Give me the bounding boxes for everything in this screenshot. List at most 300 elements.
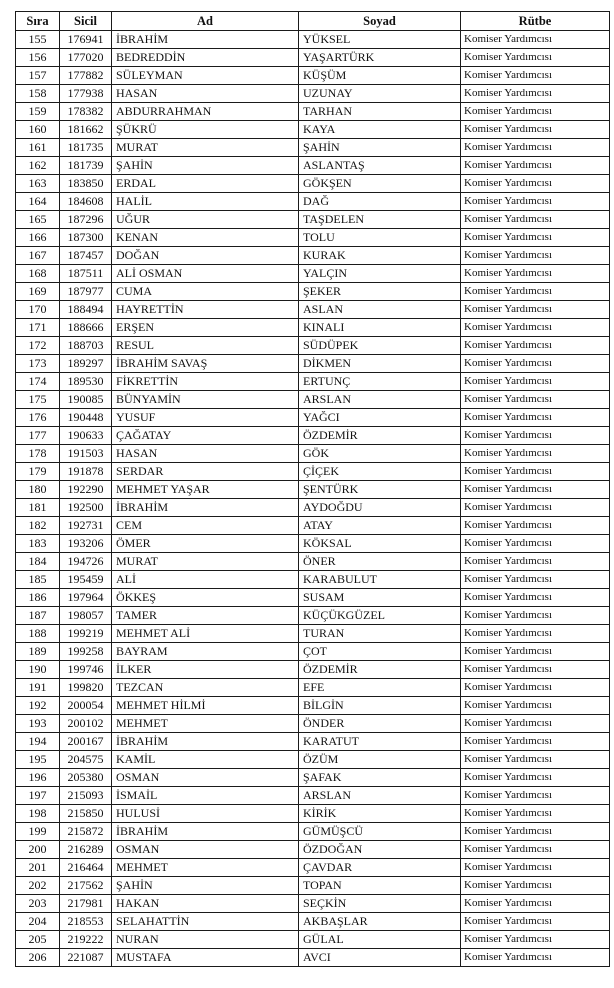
sicil-cell: 200054 [60,697,112,715]
soyad-cell: ÖNDER [299,715,461,733]
soyad-cell: ÇİÇEK [299,463,461,481]
ad-cell: HASAN [112,445,299,463]
rutbe-cell: Komiser Yardımcısı [461,355,610,373]
sira-cell: 181 [16,499,60,517]
soyad-cell: AVCI [299,949,461,967]
ad-cell: İBRAHİM [112,31,299,49]
rutbe-cell: Komiser Yardımcısı [461,787,610,805]
sira-cell: 199 [16,823,60,841]
sira-cell: 205 [16,931,60,949]
sicil-cell: 216464 [60,859,112,877]
sicil-cell: 219222 [60,931,112,949]
rutbe-cell: Komiser Yardımcısı [461,697,610,715]
sira-cell: 193 [16,715,60,733]
table-row [16,373,610,391]
table-row [16,751,610,769]
table-row [16,481,610,499]
table-row [16,283,610,301]
table-row [16,571,610,589]
sira-cell: 175 [16,391,60,409]
sira-cell: 158 [16,85,60,103]
rutbe-cell: Komiser Yardımcısı [461,679,610,697]
table-row [16,859,610,877]
rutbe-cell: Komiser Yardımcısı [461,265,610,283]
sicil-cell: 187296 [60,211,112,229]
soyad-cell: KAYA [299,121,461,139]
sicil-cell: 191503 [60,445,112,463]
soyad-cell: SEÇKİN [299,895,461,913]
sicil-cell: 198057 [60,607,112,625]
sicil-cell: 221087 [60,949,112,967]
sira-cell: 169 [16,283,60,301]
table-row [16,211,610,229]
sicil-cell: 181662 [60,121,112,139]
document-page [15,11,609,967]
table-row [16,769,610,787]
rutbe-cell: Komiser Yardımcısı [461,877,610,895]
rutbe-cell: Komiser Yardımcısı [461,283,610,301]
soyad-cell: YÜKSEL [299,31,461,49]
rutbe-cell: Komiser Yardımcısı [461,625,610,643]
sira-cell: 204 [16,913,60,931]
soyad-cell: BİLGİN [299,697,461,715]
ad-cell: ÖKKEŞ [112,589,299,607]
table-row [16,535,610,553]
rutbe-cell: Komiser Yardımcısı [461,913,610,931]
ad-cell: FİKRETTİN [112,373,299,391]
soyad-cell: ŞENTÜRK [299,481,461,499]
sira-cell: 195 [16,751,60,769]
ad-cell: İSMAİL [112,787,299,805]
sicil-cell: 188666 [60,319,112,337]
sicil-cell: 184608 [60,193,112,211]
rutbe-cell: Komiser Yardımcısı [461,67,610,85]
ad-cell: MEHMET HİLMİ [112,697,299,715]
sicil-cell: 194726 [60,553,112,571]
soyad-cell: ÇAVDAR [299,859,461,877]
sira-cell: 183 [16,535,60,553]
soyad-cell: ASLANTAŞ [299,157,461,175]
sira-cell: 186 [16,589,60,607]
rutbe-cell: Komiser Yardımcısı [461,553,610,571]
sicil-cell: 199746 [60,661,112,679]
rutbe-cell: Komiser Yardımcısı [461,193,610,211]
sicil-cell: 215872 [60,823,112,841]
header-sira: Sıra [16,12,60,31]
rutbe-cell: Komiser Yardımcısı [461,769,610,787]
rutbe-cell: Komiser Yardımcısı [461,175,610,193]
sicil-cell: 195459 [60,571,112,589]
ad-cell: İBRAHİM [112,499,299,517]
table-body [16,31,610,967]
ad-cell: İLKER [112,661,299,679]
soyad-cell: ŞEKER [299,283,461,301]
sira-cell: 159 [16,103,60,121]
rutbe-cell: Komiser Yardımcısı [461,409,610,427]
table-row [16,103,610,121]
rutbe-cell: Komiser Yardımcısı [461,661,610,679]
table-row [16,445,610,463]
sira-cell: 171 [16,319,60,337]
sira-cell: 187 [16,607,60,625]
soyad-cell: ATAY [299,517,461,535]
sira-cell: 170 [16,301,60,319]
table-row [16,319,610,337]
sicil-cell: 192500 [60,499,112,517]
table-row [16,607,610,625]
table-row [16,301,610,319]
sira-cell: 180 [16,481,60,499]
sira-cell: 157 [16,67,60,85]
table-row [16,679,610,697]
table-row [16,31,610,49]
sicil-cell: 193206 [60,535,112,553]
soyad-cell: AKBAŞLAR [299,913,461,931]
sicil-cell: 190448 [60,409,112,427]
ad-cell: ÇAĞATAY [112,427,299,445]
rutbe-cell: Komiser Yardımcısı [461,49,610,67]
sicil-cell: 192731 [60,517,112,535]
ad-cell: UĞUR [112,211,299,229]
soyad-cell: GÜLAL [299,931,461,949]
sira-cell: 182 [16,517,60,535]
sicil-cell: 177882 [60,67,112,85]
rutbe-cell: Komiser Yardımcısı [461,373,610,391]
table-row [16,715,610,733]
sira-cell: 200 [16,841,60,859]
ad-cell: ŞAHİN [112,877,299,895]
header-rutbe: Rütbe [461,12,610,31]
rutbe-cell: Komiser Yardımcısı [461,319,610,337]
sicil-cell: 216289 [60,841,112,859]
soyad-cell: EFE [299,679,461,697]
ad-cell: ABDURRAHMAN [112,103,299,121]
table-row [16,175,610,193]
ad-cell: DOĞAN [112,247,299,265]
sira-cell: 188 [16,625,60,643]
table-row [16,265,610,283]
rutbe-cell: Komiser Yardımcısı [461,643,610,661]
table-row [16,949,610,967]
sicil-cell: 187511 [60,265,112,283]
rutbe-cell: Komiser Yardımcısı [461,895,610,913]
sira-cell: 203 [16,895,60,913]
rutbe-cell: Komiser Yardımcısı [461,823,610,841]
sira-cell: 192 [16,697,60,715]
ad-cell: RESUL [112,337,299,355]
ad-cell: HASAN [112,85,299,103]
sicil-cell: 181739 [60,157,112,175]
soyad-cell: YAŞARTÜRK [299,49,461,67]
sicil-cell: 187977 [60,283,112,301]
ad-cell: MEHMET YAŞAR [112,481,299,499]
sira-cell: 165 [16,211,60,229]
sicil-cell: 189530 [60,373,112,391]
ad-cell: İBRAHİM [112,823,299,841]
rutbe-cell: Komiser Yardımcısı [461,589,610,607]
table-row [16,49,610,67]
ad-cell: BEDREDDİN [112,49,299,67]
rutbe-cell: Komiser Yardımcısı [461,121,610,139]
table-row [16,247,610,265]
table-row [16,805,610,823]
rutbe-cell: Komiser Yardımcısı [461,157,610,175]
sira-cell: 155 [16,31,60,49]
ad-cell: HAKAN [112,895,299,913]
soyad-cell: ARSLAN [299,787,461,805]
sicil-cell: 200102 [60,715,112,733]
sicil-cell: 177020 [60,49,112,67]
table-row [16,643,610,661]
soyad-cell: KARABULUT [299,571,461,589]
soyad-cell: SUSAM [299,589,461,607]
sira-cell: 202 [16,877,60,895]
sira-cell: 164 [16,193,60,211]
table-header-row [16,12,610,31]
soyad-cell: KÖKSAL [299,535,461,553]
sira-cell: 190 [16,661,60,679]
ad-cell: MEHMET [112,859,299,877]
sira-cell: 197 [16,787,60,805]
sira-cell: 174 [16,373,60,391]
rutbe-cell: Komiser Yardımcısı [461,499,610,517]
rutbe-cell: Komiser Yardımcısı [461,481,610,499]
table-row [16,499,610,517]
rutbe-cell: Komiser Yardımcısı [461,463,610,481]
soyad-cell: TAŞDELEN [299,211,461,229]
sira-cell: 178 [16,445,60,463]
ad-cell: ALİ [112,571,299,589]
soyad-cell: KARATUT [299,733,461,751]
table-row [16,553,610,571]
soyad-cell: ÖZDOĞAN [299,841,461,859]
sira-cell: 185 [16,571,60,589]
ad-cell: ŞÜKRÜ [112,121,299,139]
soyad-cell: ÇOT [299,643,461,661]
ad-cell: OSMAN [112,769,299,787]
sicil-cell: 204575 [60,751,112,769]
sicil-cell: 205380 [60,769,112,787]
sicil-cell: 192290 [60,481,112,499]
ad-cell: HAYRETTİN [112,301,299,319]
rutbe-cell: Komiser Yardımcısı [461,931,610,949]
ad-cell: ÖMER [112,535,299,553]
soyad-cell: DİKMEN [299,355,461,373]
personnel-table [15,11,610,967]
header-sicil: Sicil [60,12,112,31]
rutbe-cell: Komiser Yardımcısı [461,535,610,553]
soyad-cell: GÜMÜŞCÜ [299,823,461,841]
sicil-cell: 199258 [60,643,112,661]
sicil-cell: 187300 [60,229,112,247]
rutbe-cell: Komiser Yardımcısı [461,715,610,733]
soyad-cell: KÜŞÜM [299,67,461,85]
sicil-cell: 189297 [60,355,112,373]
sicil-cell: 199820 [60,679,112,697]
soyad-cell: TOLU [299,229,461,247]
ad-cell: KENAN [112,229,299,247]
table-row [16,517,610,535]
sicil-cell: 190633 [60,427,112,445]
table-row [16,157,610,175]
sicil-cell: 176941 [60,31,112,49]
soyad-cell: KÜÇÜKGÜZEL [299,607,461,625]
ad-cell: TAMER [112,607,299,625]
ad-cell: ERDAL [112,175,299,193]
sira-cell: 184 [16,553,60,571]
rutbe-cell: Komiser Yardımcısı [461,859,610,877]
header-soyad: Soyad [299,12,461,31]
sicil-cell: 200167 [60,733,112,751]
ad-cell: MEHMET ALİ [112,625,299,643]
table-row [16,193,610,211]
sira-cell: 177 [16,427,60,445]
rutbe-cell: Komiser Yardımcısı [461,841,610,859]
table-row [16,409,610,427]
sicil-cell: 191878 [60,463,112,481]
rutbe-cell: Komiser Yardımcısı [461,445,610,463]
sicil-cell: 188703 [60,337,112,355]
table-row [16,913,610,931]
soyad-cell: KINALI [299,319,461,337]
soyad-cell: KİRİK [299,805,461,823]
soyad-cell: GÖKŞEN [299,175,461,193]
rutbe-cell: Komiser Yardımcısı [461,103,610,121]
table-row [16,823,610,841]
table-row [16,733,610,751]
table-row [16,337,610,355]
sicil-cell: 199219 [60,625,112,643]
soyad-cell: ÖNER [299,553,461,571]
soyad-cell: SÜDÜPEK [299,337,461,355]
table-row [16,877,610,895]
soyad-cell: KURAK [299,247,461,265]
ad-cell: SERDAR [112,463,299,481]
ad-cell: BAYRAM [112,643,299,661]
rutbe-cell: Komiser Yardımcısı [461,139,610,157]
sicil-cell: 217981 [60,895,112,913]
sira-cell: 162 [16,157,60,175]
soyad-cell: YALÇIN [299,265,461,283]
rutbe-cell: Komiser Yardımcısı [461,391,610,409]
ad-cell: YUSUF [112,409,299,427]
rutbe-cell: Komiser Yardımcısı [461,301,610,319]
ad-cell: MURAT [112,553,299,571]
ad-cell: NURAN [112,931,299,949]
rutbe-cell: Komiser Yardımcısı [461,751,610,769]
rutbe-cell: Komiser Yardımcısı [461,85,610,103]
ad-cell: MURAT [112,139,299,157]
soyad-cell: ARSLAN [299,391,461,409]
rutbe-cell: Komiser Yardımcısı [461,247,610,265]
soyad-cell: AYDOĞDU [299,499,461,517]
ad-cell: ERŞEN [112,319,299,337]
ad-cell: KAMİL [112,751,299,769]
soyad-cell: ŞAHİN [299,139,461,157]
sira-cell: 168 [16,265,60,283]
sira-cell: 173 [16,355,60,373]
header-ad: Ad [112,12,299,31]
ad-cell: İBRAHİM SAVAŞ [112,355,299,373]
sicil-cell: 178382 [60,103,112,121]
table-row [16,697,610,715]
ad-cell: HULUSİ [112,805,299,823]
soyad-cell: TARHAN [299,103,461,121]
ad-cell: ŞAHİN [112,157,299,175]
soyad-cell: ASLAN [299,301,461,319]
rutbe-cell: Komiser Yardımcısı [461,517,610,535]
sira-cell: 196 [16,769,60,787]
soyad-cell: ÖZDEMİR [299,427,461,445]
sicil-cell: 177938 [60,85,112,103]
soyad-cell: ERTUNÇ [299,373,461,391]
table-row [16,787,610,805]
sira-cell: 194 [16,733,60,751]
rutbe-cell: Komiser Yardımcısı [461,571,610,589]
soyad-cell: ŞAFAK [299,769,461,787]
soyad-cell: ÖZDEMİR [299,661,461,679]
ad-cell: HALİL [112,193,299,211]
table-row [16,589,610,607]
sicil-cell: 181735 [60,139,112,157]
table-row [16,427,610,445]
sira-cell: 201 [16,859,60,877]
ad-cell: ALİ OSMAN [112,265,299,283]
sira-cell: 163 [16,175,60,193]
table-row [16,355,610,373]
rutbe-cell: Komiser Yardımcısı [461,31,610,49]
sicil-cell: 215093 [60,787,112,805]
sicil-cell: 183850 [60,175,112,193]
sira-cell: 198 [16,805,60,823]
ad-cell: OSMAN [112,841,299,859]
sicil-cell: 218553 [60,913,112,931]
rutbe-cell: Komiser Yardımcısı [461,733,610,751]
rutbe-cell: Komiser Yardımcısı [461,949,610,967]
ad-cell: CEM [112,517,299,535]
sira-cell: 206 [16,949,60,967]
sira-cell: 189 [16,643,60,661]
rutbe-cell: Komiser Yardımcısı [461,607,610,625]
soyad-cell: TURAN [299,625,461,643]
ad-cell: CUMA [112,283,299,301]
ad-cell: TEZCAN [112,679,299,697]
ad-cell: MUSTAFA [112,949,299,967]
ad-cell: BÜNYAMİN [112,391,299,409]
rutbe-cell: Komiser Yardımcısı [461,211,610,229]
ad-cell: MEHMET [112,715,299,733]
table-row [16,625,610,643]
soyad-cell: YAĞCI [299,409,461,427]
sicil-cell: 217562 [60,877,112,895]
ad-cell: İBRAHİM [112,733,299,751]
sicil-cell: 187457 [60,247,112,265]
ad-cell: SÜLEYMAN [112,67,299,85]
table-row [16,391,610,409]
sira-cell: 160 [16,121,60,139]
sicil-cell: 190085 [60,391,112,409]
sicil-cell: 188494 [60,301,112,319]
rutbe-cell: Komiser Yardımcısı [461,427,610,445]
table-row [16,841,610,859]
table-row [16,463,610,481]
rutbe-cell: Komiser Yardımcısı [461,337,610,355]
sira-cell: 161 [16,139,60,157]
soyad-cell: ÖZÜM [299,751,461,769]
table-row [16,139,610,157]
table-row [16,895,610,913]
table-row [16,121,610,139]
